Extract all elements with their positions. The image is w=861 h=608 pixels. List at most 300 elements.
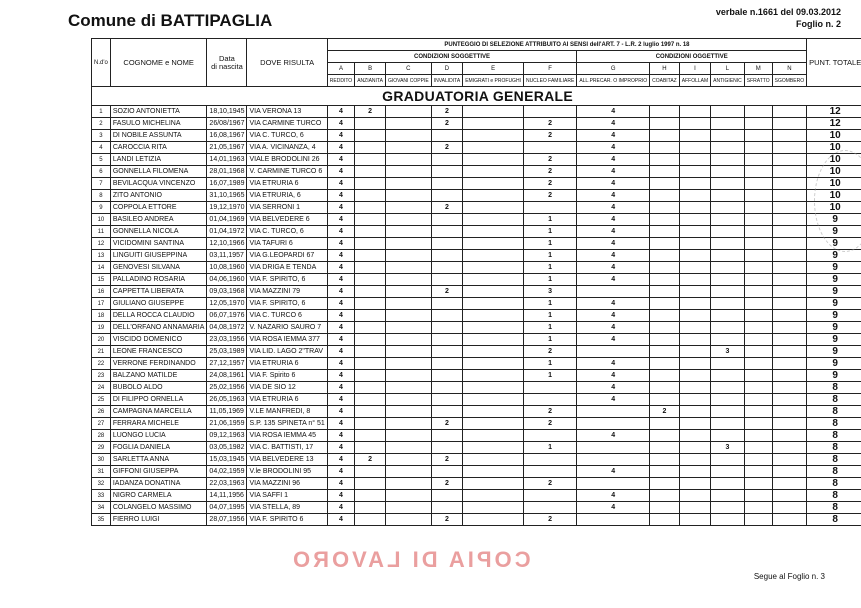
score-l	[711, 466, 745, 478]
row-address: VIA ROSA IEMMA 45	[247, 430, 327, 442]
score-b	[355, 490, 386, 502]
score-a: 4	[327, 382, 354, 394]
score-c	[385, 130, 431, 142]
score-i	[679, 286, 710, 298]
score-d: 2	[431, 118, 463, 130]
row-number: 26	[92, 406, 111, 418]
score-i	[679, 130, 710, 142]
row-birthdate: 16,08,1967	[207, 130, 247, 142]
score-l	[711, 322, 745, 334]
score-a: 4	[327, 418, 354, 430]
graduatoria-table	[91, 38, 861, 526]
score-b	[355, 118, 386, 130]
score-m	[744, 298, 772, 310]
oggettive-header: CONDIZIONI OGGETTIVE	[577, 51, 807, 63]
table-row	[92, 226, 861, 238]
score-i	[679, 370, 710, 382]
row-birthdate: 22,03,1963	[207, 478, 247, 490]
table-row	[92, 370, 861, 382]
score-a: 4	[327, 430, 354, 442]
score-c	[385, 214, 431, 226]
score-i	[679, 250, 710, 262]
row-birthdate: 24,08,1961	[207, 370, 247, 382]
score-h	[650, 142, 680, 154]
score-g: 4	[577, 382, 650, 394]
score-e	[463, 142, 524, 154]
row-total: 10	[807, 154, 861, 166]
col-nord: N.d'o	[92, 39, 111, 87]
score-a: 4	[327, 394, 354, 406]
score-d: 2	[431, 418, 463, 430]
continuation-note: Segue al Foglio n. 3	[753, 572, 825, 581]
score-f: 1	[523, 226, 576, 238]
row-name: VERRONE FERDINANDO	[110, 358, 207, 370]
row-total: 8	[807, 478, 861, 490]
score-i	[679, 154, 710, 166]
row-birthdate: 04,06,1960	[207, 274, 247, 286]
score-b	[355, 514, 386, 526]
score-f: 2	[523, 418, 576, 430]
row-number: 5	[92, 154, 111, 166]
score-m	[744, 370, 772, 382]
score-h	[650, 310, 680, 322]
score-n	[772, 478, 806, 490]
score-m	[744, 226, 772, 238]
score-l	[711, 286, 745, 298]
score-a: 4	[327, 190, 354, 202]
graduatoria-title: GRADUATORIA GENERALE	[92, 87, 861, 106]
row-total: 9	[807, 370, 861, 382]
row-name: VISCIDO DOMENICO	[110, 334, 207, 346]
score-n	[772, 514, 806, 526]
score-a: 4	[327, 322, 354, 334]
score-e	[463, 262, 524, 274]
table-row	[92, 190, 861, 202]
score-i	[679, 478, 710, 490]
score-g	[577, 478, 650, 490]
row-total: 8	[807, 406, 861, 418]
score-a: 4	[327, 214, 354, 226]
score-g	[577, 514, 650, 526]
row-name: NIGRO CARMELA	[110, 490, 207, 502]
score-h	[650, 430, 680, 442]
col-letter-c: C	[385, 63, 431, 75]
row-address: VIA C. TURCO, 6	[247, 226, 327, 238]
row-number: 12	[92, 238, 111, 250]
row-address: VIA TAFURI 6	[247, 238, 327, 250]
score-m	[744, 118, 772, 130]
score-d: 2	[431, 142, 463, 154]
row-address: VIA ETRURIA 6	[247, 394, 327, 406]
row-address: VIA A. VICINANZA, 4	[247, 142, 327, 154]
score-n	[772, 322, 806, 334]
score-e	[463, 250, 524, 262]
score-g: 4	[577, 214, 650, 226]
row-number: 28	[92, 430, 111, 442]
score-n	[772, 418, 806, 430]
score-a: 4	[327, 178, 354, 190]
row-number: 6	[92, 166, 111, 178]
score-d	[431, 346, 463, 358]
document-title: Comune di BATTIPAGLIA	[68, 11, 273, 30]
score-n	[772, 118, 806, 130]
score-f	[523, 394, 576, 406]
row-birthdate: 23,03,1956	[207, 334, 247, 346]
score-m	[744, 178, 772, 190]
score-b	[355, 466, 386, 478]
score-i	[679, 406, 710, 418]
table-row	[92, 490, 861, 502]
score-m	[744, 442, 772, 454]
table-row	[92, 262, 861, 274]
score-h	[650, 178, 680, 190]
table-row	[92, 214, 861, 226]
score-b	[355, 322, 386, 334]
row-total: 9	[807, 322, 861, 334]
score-e	[463, 334, 524, 346]
row-name: ZITO ANTONIO	[110, 190, 207, 202]
score-a: 4	[327, 310, 354, 322]
table-row	[92, 418, 861, 430]
row-number: 22	[92, 358, 111, 370]
score-f: 2	[523, 190, 576, 202]
row-birthdate: 18,10,1945	[207, 106, 247, 118]
row-total: 8	[807, 382, 861, 394]
score-e	[463, 118, 524, 130]
score-b	[355, 442, 386, 454]
table-row	[92, 334, 861, 346]
score-e	[463, 322, 524, 334]
score-e	[463, 466, 524, 478]
col-letter-l: L	[711, 63, 745, 75]
score-c	[385, 322, 431, 334]
score-l	[711, 334, 745, 346]
score-i	[679, 430, 710, 442]
score-g: 4	[577, 310, 650, 322]
score-b	[355, 502, 386, 514]
score-h	[650, 454, 680, 466]
col-letter-h: H	[650, 63, 680, 75]
score-f	[523, 142, 576, 154]
row-total: 8	[807, 418, 861, 430]
score-n	[772, 166, 806, 178]
score-a: 4	[327, 238, 354, 250]
row-birthdate: 14,11,1956	[207, 490, 247, 502]
score-f: 2	[523, 130, 576, 142]
table-row	[92, 286, 861, 298]
row-address: VIA ROSA IEMMA 377	[247, 334, 327, 346]
row-name: LANDI LETIZIA	[110, 154, 207, 166]
score-b	[355, 154, 386, 166]
row-name: FASULO MICHELINA	[110, 118, 207, 130]
score-e	[463, 298, 524, 310]
score-g	[577, 418, 650, 430]
score-m	[744, 142, 772, 154]
score-g: 4	[577, 322, 650, 334]
score-l	[711, 250, 745, 262]
score-f: 1	[523, 442, 576, 454]
score-d	[431, 490, 463, 502]
score-h	[650, 106, 680, 118]
score-e	[463, 214, 524, 226]
score-c	[385, 418, 431, 430]
score-a: 4	[327, 406, 354, 418]
score-e	[463, 226, 524, 238]
row-name: GONNELLA NICOLA	[110, 226, 207, 238]
score-h	[650, 202, 680, 214]
score-e	[463, 358, 524, 370]
score-d	[431, 298, 463, 310]
score-n	[772, 310, 806, 322]
score-d	[431, 466, 463, 478]
score-b	[355, 406, 386, 418]
row-birthdate: 09,03,1968	[207, 286, 247, 298]
score-l	[711, 358, 745, 370]
table-row	[92, 442, 861, 454]
row-birthdate: 04,08,1972	[207, 322, 247, 334]
score-f: 2	[523, 178, 576, 190]
row-birthdate: 01,04,1972	[207, 226, 247, 238]
score-d	[431, 238, 463, 250]
row-birthdate: 06,07,1976	[207, 310, 247, 322]
score-d: 2	[431, 202, 463, 214]
row-number: 34	[92, 502, 111, 514]
score-a: 4	[327, 154, 354, 166]
score-n	[772, 430, 806, 442]
score-b	[355, 226, 386, 238]
score-l	[711, 370, 745, 382]
score-l	[711, 130, 745, 142]
score-m	[744, 154, 772, 166]
row-total: 9	[807, 334, 861, 346]
score-g	[577, 442, 650, 454]
score-m	[744, 190, 772, 202]
score-b	[355, 238, 386, 250]
score-g: 4	[577, 298, 650, 310]
score-a: 4	[327, 502, 354, 514]
score-m	[744, 382, 772, 394]
row-address: VIA DE SIO 12	[247, 382, 327, 394]
score-n	[772, 454, 806, 466]
row-number: 7	[92, 178, 111, 190]
score-n	[772, 502, 806, 514]
row-birthdate: 21,05,1967	[207, 142, 247, 154]
score-b	[355, 166, 386, 178]
score-m	[744, 322, 772, 334]
score-m	[744, 394, 772, 406]
row-birthdate: 28,01,1968	[207, 166, 247, 178]
score-n	[772, 346, 806, 358]
score-e	[463, 454, 524, 466]
row-number: 25	[92, 394, 111, 406]
table-row	[92, 274, 861, 286]
score-e	[463, 406, 524, 418]
row-number: 16	[92, 286, 111, 298]
score-f: 1	[523, 358, 576, 370]
score-d	[431, 406, 463, 418]
score-g: 4	[577, 142, 650, 154]
score-g: 4	[577, 166, 650, 178]
table-row	[92, 298, 861, 310]
row-total: 9	[807, 346, 861, 358]
score-n	[772, 406, 806, 418]
score-h	[650, 154, 680, 166]
score-l	[711, 226, 745, 238]
score-i	[679, 490, 710, 502]
row-number: 2	[92, 118, 111, 130]
score-f: 2	[523, 346, 576, 358]
score-f	[523, 454, 576, 466]
score-m	[744, 130, 772, 142]
row-address: VIA SAFFI 1	[247, 490, 327, 502]
table-row	[92, 382, 861, 394]
col-residenza: DOVE RISULTA	[247, 39, 327, 87]
score-l	[711, 190, 745, 202]
score-a: 4	[327, 442, 354, 454]
score-l	[711, 166, 745, 178]
score-c	[385, 250, 431, 262]
score-h	[650, 238, 680, 250]
score-h	[650, 466, 680, 478]
score-c	[385, 478, 431, 490]
row-address: V. CARMINE TURCO 6	[247, 166, 327, 178]
score-e	[463, 166, 524, 178]
score-a: 4	[327, 226, 354, 238]
row-total: 9	[807, 250, 861, 262]
score-l	[711, 202, 745, 214]
table-row	[92, 466, 861, 478]
row-birthdate: 15,03,1945	[207, 454, 247, 466]
score-c	[385, 358, 431, 370]
row-name: LINGUITI GIUSEPPINA	[110, 250, 207, 262]
score-l	[711, 106, 745, 118]
row-total: 10	[807, 142, 861, 154]
row-total: 8	[807, 454, 861, 466]
row-number: 23	[92, 370, 111, 382]
row-birthdate: 09,12,1963	[207, 430, 247, 442]
col-letter-m: M	[744, 63, 772, 75]
score-i	[679, 142, 710, 154]
score-l	[711, 430, 745, 442]
score-n	[772, 490, 806, 502]
table-row	[92, 238, 861, 250]
score-a: 4	[327, 202, 354, 214]
score-a: 4	[327, 106, 354, 118]
row-total: 9	[807, 262, 861, 274]
score-i	[679, 394, 710, 406]
row-total: 8	[807, 490, 861, 502]
score-e	[463, 106, 524, 118]
score-h	[650, 274, 680, 286]
col-sub-d: INVALIDITA	[431, 75, 463, 87]
row-address: VIA MAZZINI 96	[247, 478, 327, 490]
col-sub-m: SFRATTO	[744, 75, 772, 87]
col-data-label: Data	[219, 53, 235, 63]
score-c	[385, 442, 431, 454]
score-n	[772, 466, 806, 478]
score-h	[650, 418, 680, 430]
score-d	[431, 310, 463, 322]
score-l	[711, 118, 745, 130]
score-b	[355, 394, 386, 406]
score-m	[744, 406, 772, 418]
score-b	[355, 334, 386, 346]
score-g: 4	[577, 238, 650, 250]
col-nome: COGNOME e NOME	[110, 39, 207, 87]
row-name: COLANGELO MASSIMO	[110, 502, 207, 514]
score-b	[355, 274, 386, 286]
row-birthdate: 03,11,1957	[207, 250, 247, 262]
row-name: COPPOLA ETTORE	[110, 202, 207, 214]
score-d	[431, 154, 463, 166]
score-m	[744, 430, 772, 442]
table-row	[92, 406, 861, 418]
score-f: 1	[523, 370, 576, 382]
table-row	[92, 322, 861, 334]
score-e	[463, 130, 524, 142]
score-f	[523, 382, 576, 394]
row-name: FOGLIA DANIELA	[110, 442, 207, 454]
score-i	[679, 442, 710, 454]
row-address: VIA C. TURCO, 6	[247, 130, 327, 142]
col-letter-e: E	[463, 63, 524, 75]
row-address: VIA STELLA, 89	[247, 502, 327, 514]
col-letter-n: N	[772, 63, 806, 75]
score-h: 2	[650, 406, 680, 418]
score-a: 4	[327, 250, 354, 262]
score-a: 4	[327, 454, 354, 466]
row-total: 8	[807, 502, 861, 514]
score-h	[650, 370, 680, 382]
table-row	[92, 118, 861, 130]
row-number: 33	[92, 490, 111, 502]
score-i	[679, 502, 710, 514]
row-number: 13	[92, 250, 111, 262]
col-letter-a: A	[327, 63, 354, 75]
row-birthdate: 25,03,1989	[207, 346, 247, 358]
table-row	[92, 166, 861, 178]
score-e	[463, 154, 524, 166]
row-name: PALLADINO ROSARIA	[110, 274, 207, 286]
score-b	[355, 130, 386, 142]
row-name: IADANZA DONATINA	[110, 478, 207, 490]
row-address: VIA CARMINE TURCO	[247, 118, 327, 130]
score-m	[744, 502, 772, 514]
work-copy-stamp: COPIA DI LAVORO	[290, 547, 531, 572]
row-total: 9	[807, 214, 861, 226]
score-g: 4	[577, 202, 650, 214]
row-address: VIA LID. LAGO 2"TRAV	[247, 346, 327, 358]
score-c	[385, 466, 431, 478]
row-number: 11	[92, 226, 111, 238]
col-letter-i: I	[679, 63, 710, 75]
score-b	[355, 370, 386, 382]
score-f	[523, 502, 576, 514]
score-d: 2	[431, 454, 463, 466]
score-i	[679, 334, 710, 346]
table-row	[92, 130, 861, 142]
score-e	[463, 490, 524, 502]
score-l	[711, 238, 745, 250]
score-b	[355, 262, 386, 274]
col-punt: PUNT. TOTALE	[807, 39, 861, 87]
col-sub-h: COABITAZ	[650, 75, 680, 87]
score-a: 4	[327, 370, 354, 382]
score-f: 2	[523, 118, 576, 130]
score-g	[577, 406, 650, 418]
score-g: 4	[577, 358, 650, 370]
score-b	[355, 250, 386, 262]
